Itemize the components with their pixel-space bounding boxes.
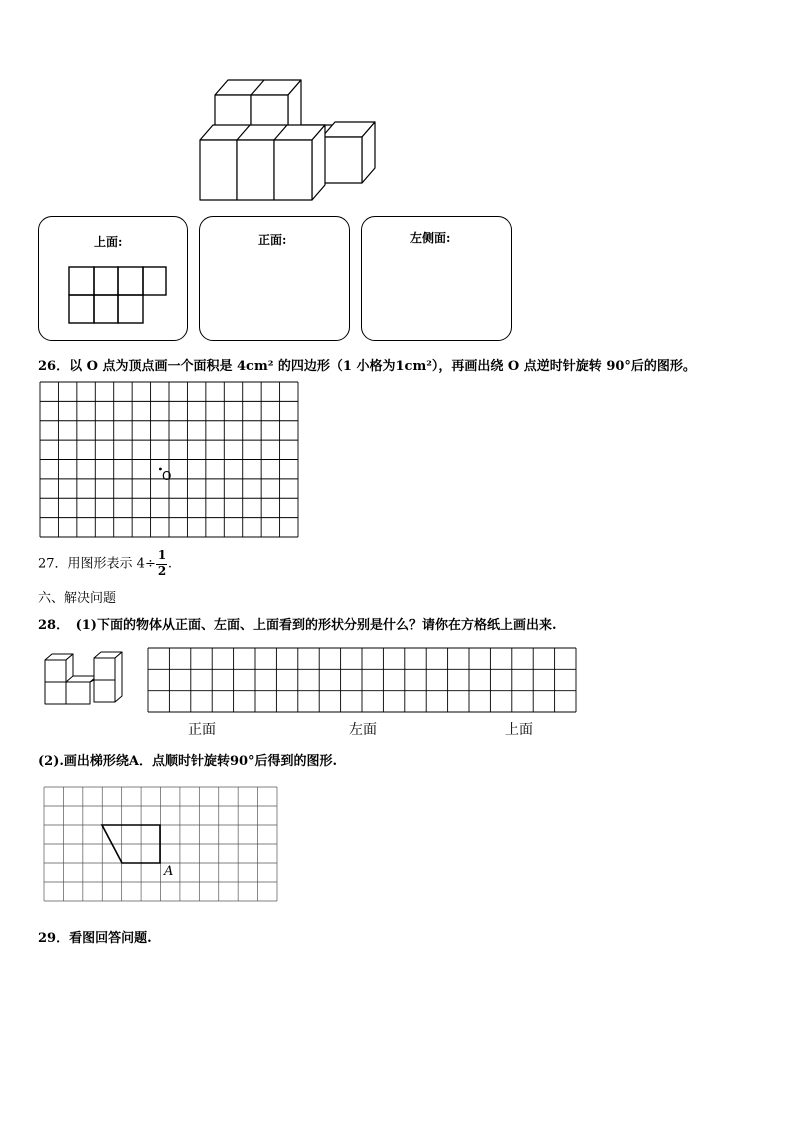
view-label-top: 上面: bbox=[94, 235, 123, 249]
question-28-part2-text: (2).画出梯形绕A．点顺时针旋转90°后得到的图形. bbox=[38, 754, 338, 769]
point-o-label: O bbox=[162, 469, 172, 483]
view-label-left: 左侧面: bbox=[410, 231, 451, 245]
view-label-front: 正面: bbox=[258, 233, 287, 247]
cube-stack-figure bbox=[195, 75, 380, 205]
view-box-top bbox=[38, 216, 188, 341]
question-28-part1-text: 28． (1)下面的物体从正面、左面、上面看到的形状分别是什么？请你在方格纸上画出来. bbox=[38, 618, 557, 633]
caption-front: 正面 bbox=[188, 722, 216, 738]
question-29-text: 29．看图回答问题. bbox=[38, 931, 152, 946]
point-a-label: A bbox=[164, 864, 174, 879]
view-box-front bbox=[199, 216, 350, 341]
top-view-drawing bbox=[69, 267, 169, 327]
caption-top: 上面 bbox=[505, 722, 533, 738]
small-cube-figure bbox=[42, 650, 127, 705]
view-box-left bbox=[361, 216, 512, 341]
caption-left: 左面 bbox=[349, 722, 377, 738]
section-6-title: 六、解决问题 bbox=[38, 591, 117, 606]
grid-q28-trapezoid bbox=[44, 787, 278, 902]
question-27: 27．用图形表示 4÷ $\frac{1}{2}$ . bbox=[38, 548, 172, 578]
grid-q28-views bbox=[148, 648, 576, 712]
question-27-text: 27．用图形表示 4÷ bbox=[38, 556, 156, 572]
grid-q26 bbox=[40, 382, 299, 538]
question-26-text: 26．以 O 点为顶点画一个面积是 4cm² 的四边形（1 小格为1cm²），再画出绕 O 点逆时针旋转 90°后的图形。 bbox=[38, 359, 696, 374]
fraction-one-half: $\frac{1}{2}$ bbox=[157, 548, 167, 578]
